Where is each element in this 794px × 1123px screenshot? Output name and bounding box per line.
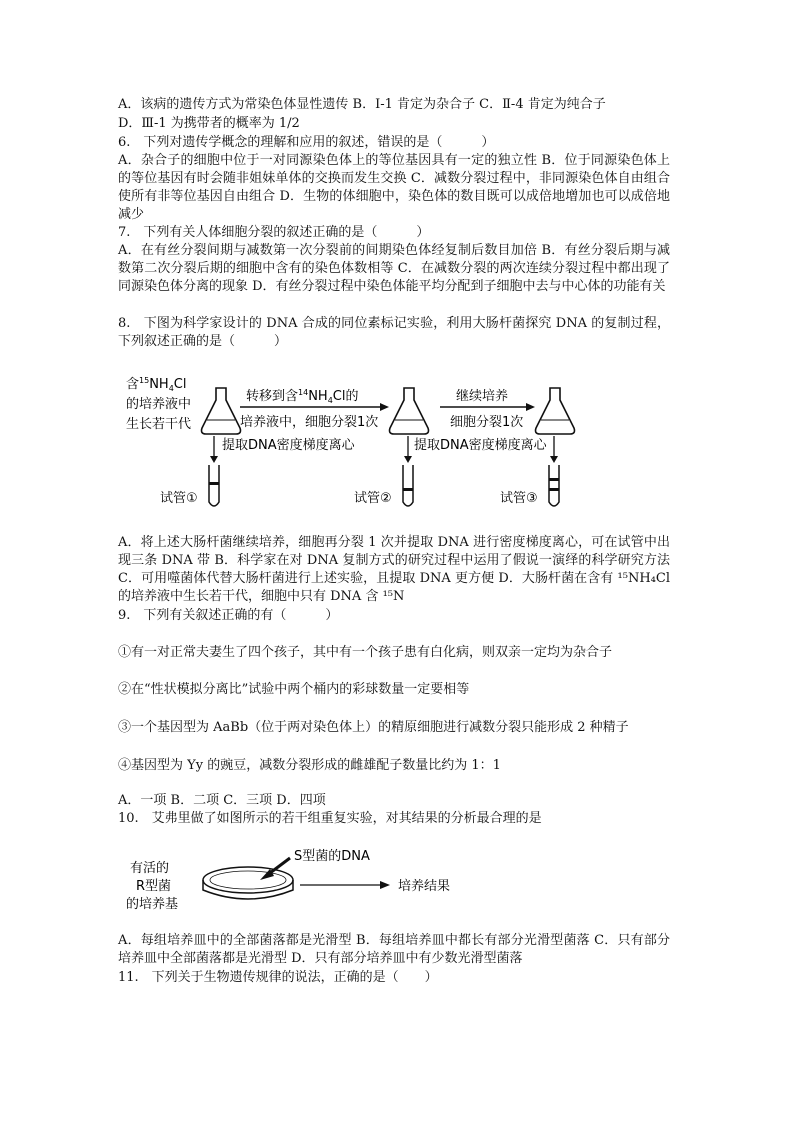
q9-statement-2: ②在“性状模拟分离比”试验中两个桶内的彩球数量一定要相等: [118, 682, 470, 697]
tube-label-3: 试管③: [500, 491, 538, 506]
q10-stem: 10. 艾弗里做了如图所示的若干组重复实验，对其结果的分析最合理的是: [118, 811, 542, 826]
tube-label-1: 试管①: [160, 491, 198, 506]
q9-statement-4: ④基因型为 Yy 的豌豆，减数分裂形成的雌雄配子数量比约为 1：1: [118, 758, 501, 773]
q6-stem: 6. 下列对遗传学概念的理解和应用的叙述，错误的是（ ）: [118, 135, 495, 150]
q5-options-line2: D．Ⅲ-1 为携带者的概率为 1/2: [118, 116, 300, 131]
dna-replication-figure: [110, 370, 580, 515]
result-arrow-head-icon: [380, 881, 390, 889]
q11-stem: 11. 下列关于生物遗传规律的说法，正确的是（ ）: [118, 970, 438, 985]
q5-options-line1: A．该病的遗传方式为常染色体显性遗传 B．Ⅰ-1 肯定为杂合子 C．Ⅱ-4 肯定为纯合子: [118, 97, 606, 112]
q6-options: A．杂合子的细胞中位于一对同源染色体上的等位基因具有一定的独立性 B．位于同源染色体上的等位基因有时会随非姐妹单体的交换而发生交换 C．减数分裂过程中，非同源染色体自由组合使所有非等位基因自由组合 D．生物的体细胞中，染色体的数目既可以成倍地增加也可以成倍地减少: [118, 153, 670, 222]
avery-experiment-figure: [118, 838, 518, 918]
test-tube-2-icon: [403, 465, 413, 506]
down-arrow-1-head-icon: [210, 456, 218, 463]
q8-stem: 8. 下图为科学家设计的 DNA 合成的同位素标记实验，利用大肠杆菌探究 DNA 的复制过程，下列叙述正确的是（ ）: [118, 316, 670, 349]
label1-line3: 生长若干代: [126, 417, 192, 432]
dish-label-line3: 的培养基: [126, 897, 179, 912]
q7-stem: 7. 下列有关人体细胞分裂的叙述正确的是（ ）: [118, 225, 430, 240]
q8-options: A．将上述大肠杆菌继续培养，细胞再分裂 1 次并提取 DNA 进行密度梯度离心，可在试管中出现三条 DNA 带 B．科学家在对 DNA 复制方式的研究过程中运用了假说一演绎的科学研究方法 C．可用噬菌体代替大肠杆菌进行上述实验，且提取 DNA 更方便 D．大肠杆菌在含有 ¹⁵NH₄Cl 的培养液中生长若干代，细胞中只有 DNA 含 ¹⁵N: [118, 535, 670, 604]
arrow2-top-label: 继续培养: [456, 389, 509, 404]
arrow2-bottom-label: 细胞分裂1次: [450, 415, 524, 430]
q10-options: A．每组培养皿中的全部菌落都是光滑型 B．每组培养皿中都长有部分光滑型菌落 C．只有部分培养皿中全部菌落都是光滑型 D．只有部分培养皿中有少数光滑型菌落: [118, 933, 670, 966]
extract-label-2: 提取DNA密度梯度离心: [414, 438, 547, 453]
label1-line1: 含$^{15}NH_4Cl$: [126, 376, 187, 393]
q7-options: A．在有丝分裂间期与减数第一次分裂前的间期染色体经复制后数目加倍 B．有丝分裂后期与减数第二次分裂后期的细胞中含有的染色体数相等 C．在减数分裂的两次连续分裂过程中都出现了同源染色体分离的现象 D．有丝分裂过程中染色体能平均分配到子细胞中去与中心体的功能有关: [118, 243, 670, 294]
flask-2-icon: [390, 388, 429, 434]
test-tube-3-icon: [549, 465, 559, 506]
down-arrow-2-head-icon: [404, 456, 412, 463]
flask-1-icon: [202, 388, 241, 434]
label1-line2: 的培养液中: [126, 397, 192, 412]
arrow1-top-label: 转移到含$^{14}NH_4Cl$的: [246, 388, 359, 405]
result-label: 培养结果: [398, 879, 451, 894]
arrow1-bottom-label: 培养液中，细胞分裂1次: [240, 415, 379, 430]
q9-stem: 9. 下列有关叙述正确的有（ ）: [118, 608, 339, 623]
petri-dish-icon: [203, 867, 293, 899]
down-arrow-3-head-icon: [550, 456, 558, 463]
q9-statement-3: ③一个基因型为 AaBb（位于两对染色体上）的精原细胞进行减数分裂只能形成 2 种精子: [118, 720, 629, 735]
extract-label-1: 提取DNA密度梯度离心: [222, 438, 355, 453]
arrow1-head-icon: [380, 403, 389, 411]
test-tube-1-icon: [209, 465, 219, 506]
q9-options: A．一项 B．二项 C．三项 D．四项: [118, 793, 326, 808]
arrow2-head-icon: [526, 403, 535, 411]
dish-label-line2: R型菌: [136, 879, 172, 894]
tube-label-2: 试管②: [354, 491, 392, 506]
dish-label-line1: 有活的: [130, 861, 170, 876]
q9-statement-1: ①有一对正常夫妻生了四个孩子，其中有一个孩子患有白化病，则双亲一定均为杂合子: [118, 645, 613, 660]
flask-3-icon: [536, 388, 575, 434]
dna-label: S型菌的DNA: [294, 849, 370, 864]
